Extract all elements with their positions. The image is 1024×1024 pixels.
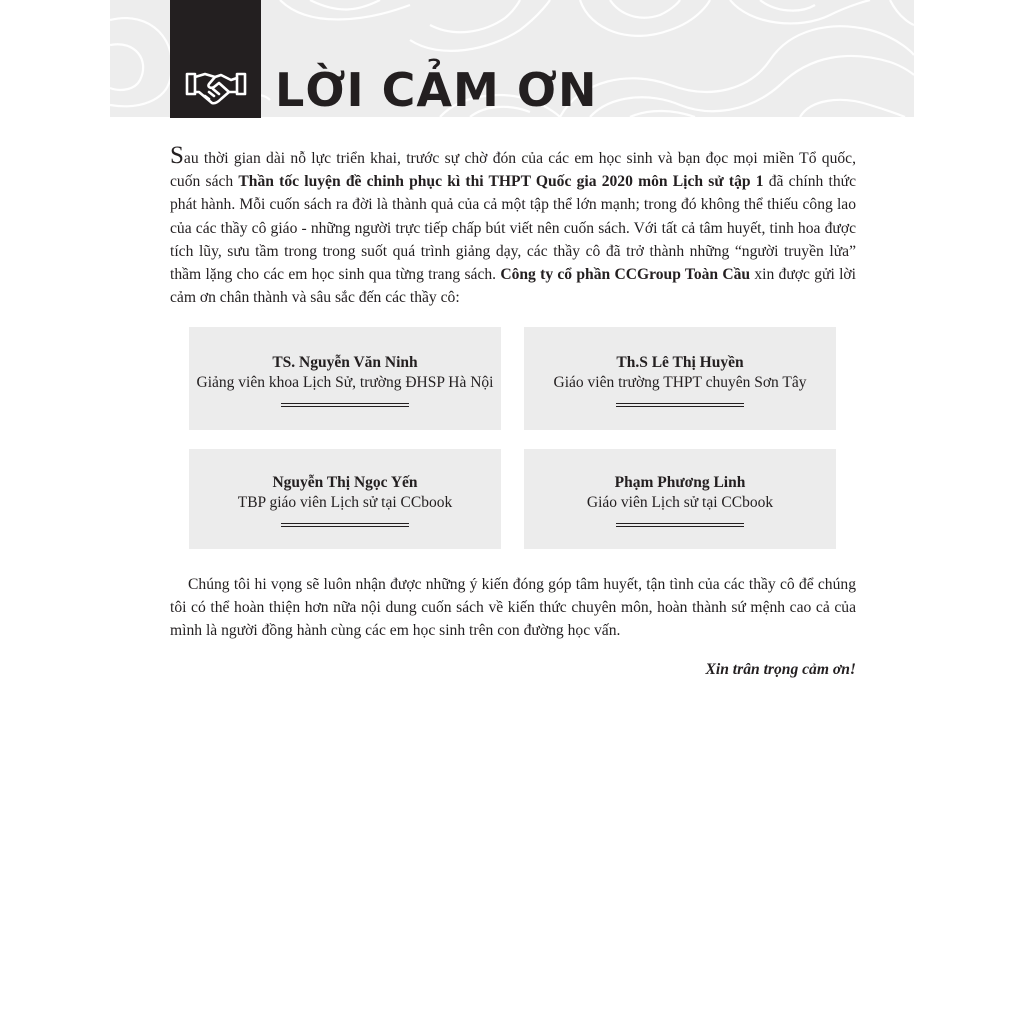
- contributor-name: Nguyễn Thị Ngọc Yến: [272, 474, 418, 491]
- header-icon-box: [170, 0, 261, 118]
- book-title: Thần tốc luyện đề chinh phục kì thi THPT Quốc gia 2020 môn Lịch sử tập 1: [238, 173, 764, 191]
- page-title: LỜI CẢM ƠN: [275, 63, 598, 117]
- contributor-name: Th.S Lê Thị Huyền: [616, 354, 744, 371]
- company-name: Công ty cổ phần CCGroup Toàn Cầu: [500, 266, 751, 284]
- intro-paragraph: [170, 142, 856, 309]
- contributor-role: TBP giáo viên Lịch sử tại CCbook: [237, 494, 453, 511]
- intro-text-2: đã chính thức phát hành. Mỗi cuốn sách ra đời là thành quả của cả một tập thể lớn mạnh; trong đó không thể thiếu công lao của các thầy cô giáo - những người trực tiếp chấp bút viết nên cuốn sách. Với tất cả tâm huyết, tinh hoa được tích lũy, sưu tầm trong trong suốt quá trình giảng dạy, các thầy cô đã trở thành những “người truyền lửa” thầm lặng cho các em học sinh qua từng trang sách.: [170, 173, 856, 284]
- contributor-card: [189, 327, 501, 430]
- contributor-name: Phạm Phương Linh: [614, 474, 746, 491]
- double-rule-divider: [281, 403, 409, 407]
- double-rule-divider: [281, 523, 409, 527]
- contributor-role: Giảng viên khoa Lịch Sử, trường ĐHSP Hà Nội: [196, 374, 494, 391]
- contributor-role: Giáo viên trường THPT chuyên Sơn Tây: [553, 374, 807, 391]
- intro-text-1: au thời gian dài nỗ lực triển khai, trước sự chờ đón của các em học sinh và bạn đọc mọi miền Tổ quốc, cuốn sách: [170, 150, 856, 191]
- contributor-name: TS. Nguyễn Văn Ninh: [272, 354, 418, 371]
- contributor-role: Giáo viên Lịch sử tại CCbook: [586, 494, 774, 511]
- contributor-card: [189, 449, 501, 549]
- drop-cap: S: [170, 142, 184, 169]
- contributor-card: [524, 327, 836, 430]
- double-rule-divider: [616, 403, 744, 407]
- handshake-icon: [185, 68, 247, 110]
- signoff: Xin trân trọng cảm ơn!: [705, 661, 856, 678]
- contributor-card: [524, 449, 836, 549]
- intro-text-3: xin được gửi lời cảm ơn chân thành và sâu sắc đến các thầy cô:: [170, 266, 856, 307]
- double-rule-divider: [616, 523, 744, 527]
- closing-paragraph: Chúng tôi hi vọng sẽ luôn nhận được những ý kiến đóng góp tâm huyết, tận tình của các thầy cô để chúng tôi có thể hoàn thiện hơn nữa nội dung cuốn sách về kiến thức chuyên môn, hoàn thành sứ mệnh cao cả của mình là người đồng hành cùng các em học sinh trên con đường học vấn.: [170, 576, 856, 640]
